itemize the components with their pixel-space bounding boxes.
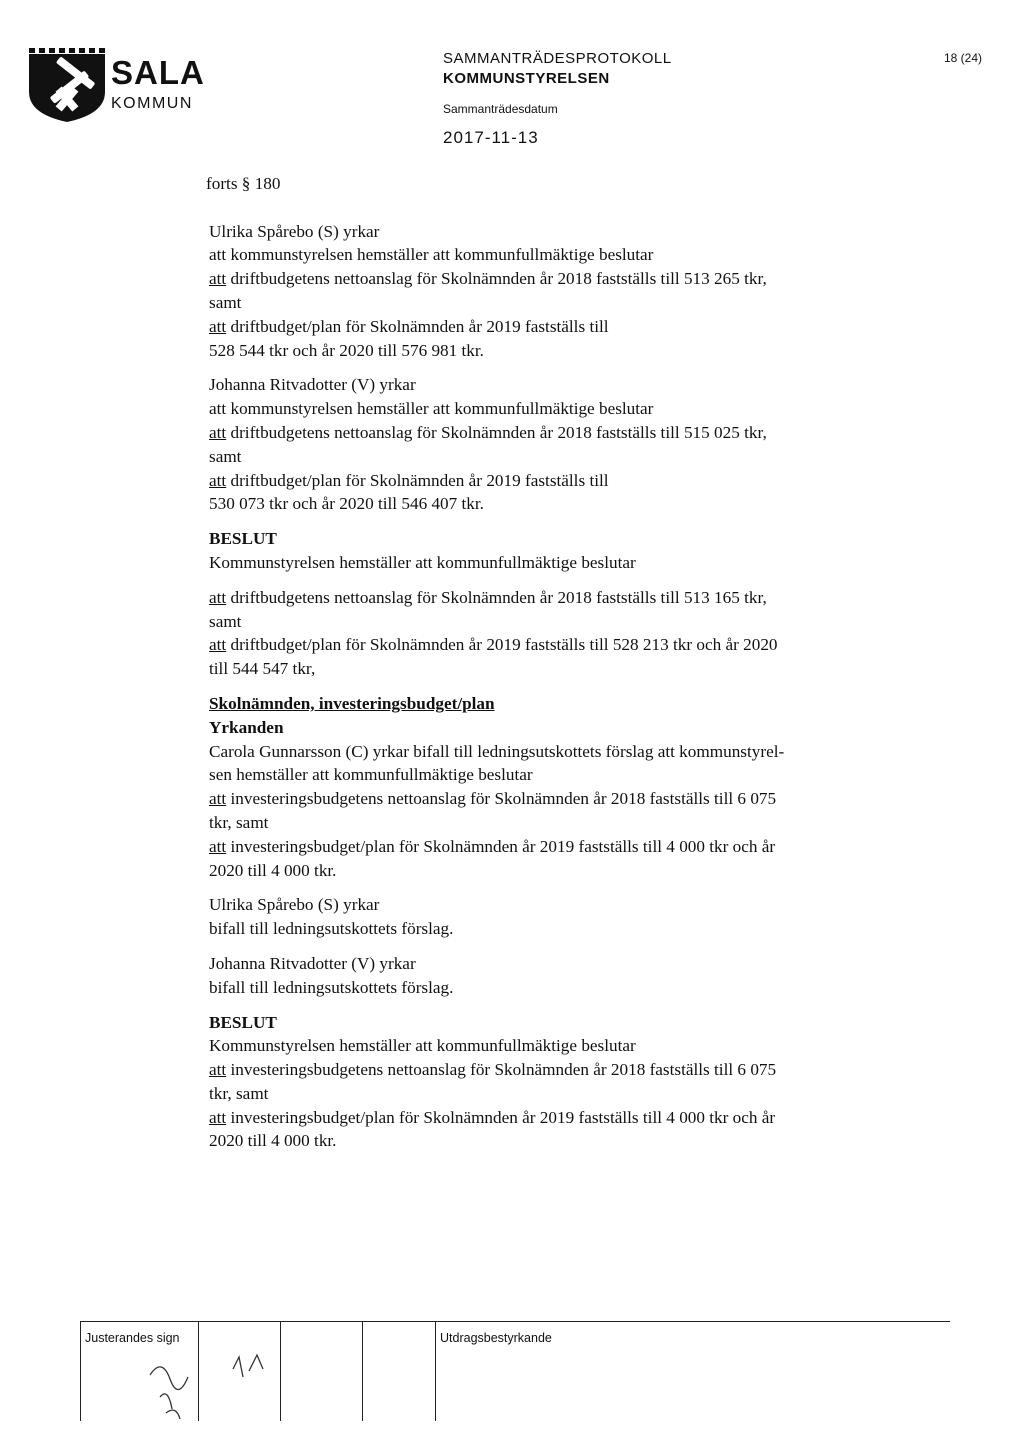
proposal-line: 528 544 tkr och år 2020 till 576 981 tkr. xyxy=(209,340,484,360)
decision-invest xyxy=(209,1011,899,1154)
proposal-spårebo-drift xyxy=(209,220,899,363)
document-body xyxy=(206,172,899,1153)
crossed-hammers-shield-icon xyxy=(27,44,107,124)
att-marker: att xyxy=(209,1107,227,1127)
justerandes-sign-label: Justerandes sign xyxy=(85,1331,180,1345)
footer-divider xyxy=(280,1321,281,1421)
proposal-line: 530 073 tkr och år 2020 till 546 407 tkr. xyxy=(209,494,484,514)
att-marker: att xyxy=(209,269,227,289)
decision-line xyxy=(209,1106,899,1130)
decision-line: Kommunstyrelsen hemställer att kommunfullmäktige beslutar xyxy=(209,552,636,572)
logo-subtitle: KOMMUN xyxy=(111,95,193,112)
meeting-date-label: Sammanträdesdatum xyxy=(443,102,558,116)
proposal-line: att kommunstyrelsen hemställer att kommunfullmäktige beslutar xyxy=(209,399,654,419)
proposal-intro: Ulrika Spårebo (S) yrkar xyxy=(209,221,380,241)
decision-drift xyxy=(209,527,899,681)
proposal-intro: Johanna Ritvadotter (V) yrkar xyxy=(209,375,416,395)
decision-line xyxy=(209,633,899,657)
decision-text: driftbudget/plan för Skolnämnden år 2019 fastställs till 528 213 tkr och år 2020 xyxy=(226,635,778,655)
proposal-line: sen hemställer att kommunfullmäktige beslutar xyxy=(209,765,533,785)
proposal-line: bifall till ledningsutskottets förslag. xyxy=(209,919,454,939)
decision-line: Kommunstyrelsen hemställer att kommunfullmäktige beslutar xyxy=(209,1036,636,1056)
att-marker: att xyxy=(209,789,227,809)
att-marker: att xyxy=(209,422,227,442)
proposal-text: driftbudgetens nettoanslag för Skolnämnden år 2018 fastställs till 513 265 tkr, xyxy=(226,269,767,289)
section-investment xyxy=(209,692,899,882)
decision-line xyxy=(209,586,899,610)
footer-divider xyxy=(80,1321,950,1322)
decision-line: 2020 till 4 000 tkr. xyxy=(209,1131,337,1151)
decision-text: investeringsbudget/plan för Skolnämnden år 2019 fastställs till 4 000 tkr och år xyxy=(226,1107,776,1127)
footer-divider xyxy=(435,1321,436,1421)
proposal-line xyxy=(209,421,899,445)
proposal-text: driftbudget/plan för Skolnämnden år 2019 fastställs till xyxy=(226,316,609,336)
signature-footer xyxy=(80,1317,950,1427)
decision-line xyxy=(209,1058,899,1082)
decision-line: tkr, samt xyxy=(209,1083,269,1103)
proposal-intro: Johanna Ritvadotter (V) yrkar xyxy=(209,953,416,973)
proposal-text: investeringsbudgetens nettoanslag för Skolnämnden år 2018 fastställs till 6 075 xyxy=(226,789,777,809)
handwritten-initials xyxy=(225,1347,275,1387)
footer-divider xyxy=(80,1321,81,1421)
att-marker: att xyxy=(209,635,227,655)
proposal-line: Carola Gunnarsson (C) yrkar bifall till ledningsutskottets förslag att kommunstyrel- xyxy=(209,741,785,761)
proposal-line: samt xyxy=(209,292,242,312)
proposal-line: tkr, samt xyxy=(209,812,269,832)
att-marker: att xyxy=(209,1060,227,1080)
page-number: 18 (24) xyxy=(944,51,983,65)
proposal-ritvadotter-drift xyxy=(209,373,899,516)
proposal-line: bifall till ledningsutskottets förslag. xyxy=(209,977,454,997)
proposal-line: 2020 till 4 000 tkr. xyxy=(209,860,337,880)
proposal-text: driftbudgetens nettoanslag för Skolnämnden år 2018 fastställs till 515 025 tkr, xyxy=(226,422,767,442)
decision-line: till 544 547 tkr, xyxy=(209,659,316,679)
proposal-ritvadotter-invest xyxy=(209,952,899,1000)
att-marker: att xyxy=(209,316,227,336)
proposal-line xyxy=(209,469,899,493)
proposal-line: att kommunstyrelsen hemställer att kommunfullmäktige beslutar xyxy=(209,245,654,265)
protocol-title: SAMMANTRÄDESPROTOKOLL xyxy=(443,50,672,67)
decision-heading: BESLUT xyxy=(209,529,277,549)
logo-name: SALA xyxy=(111,54,205,91)
decision-text: investeringsbudgetens nettoanslag för Skolnämnden år 2018 fastställs till 6 075 xyxy=(226,1060,777,1080)
section-subheading: Yrkanden xyxy=(209,717,284,737)
proposal-intro: Ulrika Spårebo (S) yrkar xyxy=(209,895,380,915)
proposal-spårebo-invest xyxy=(209,893,899,941)
proposal-line xyxy=(209,267,899,291)
proposal-text: investeringsbudget/plan för Skolnämnden år 2019 fastställs till 4 000 tkr och år xyxy=(226,836,776,856)
proposal-line: samt xyxy=(209,446,242,466)
handwritten-signature xyxy=(140,1347,200,1422)
meeting-date: 2017-11-13 xyxy=(443,128,539,147)
decision-text: driftbudgetens nettoanslag för Skolnämnden år 2018 fastställs till 513 165 tkr, xyxy=(226,587,767,607)
proposal-line xyxy=(209,835,899,859)
att-marker: att xyxy=(209,587,227,607)
proposal-text: driftbudget/plan för Skolnämnden år 2019 fastställs till xyxy=(226,470,609,490)
decision-line: samt xyxy=(209,611,242,631)
proposal-line xyxy=(209,315,899,339)
footer-divider xyxy=(362,1321,363,1421)
att-marker: att xyxy=(209,470,227,490)
att-marker: att xyxy=(209,836,227,856)
decision-heading: BESLUT xyxy=(209,1012,277,1032)
section-heading: Skolnämnden, investeringsbudget/plan xyxy=(209,693,495,713)
utdragsbestyrkande-label: Utdragsbestyrkande xyxy=(440,1331,552,1345)
logo xyxy=(27,44,227,124)
proposal-line xyxy=(209,787,899,811)
board-name: KOMMUNSTYRELSEN xyxy=(443,70,610,87)
section-continuation: forts § 180 xyxy=(206,174,281,193)
